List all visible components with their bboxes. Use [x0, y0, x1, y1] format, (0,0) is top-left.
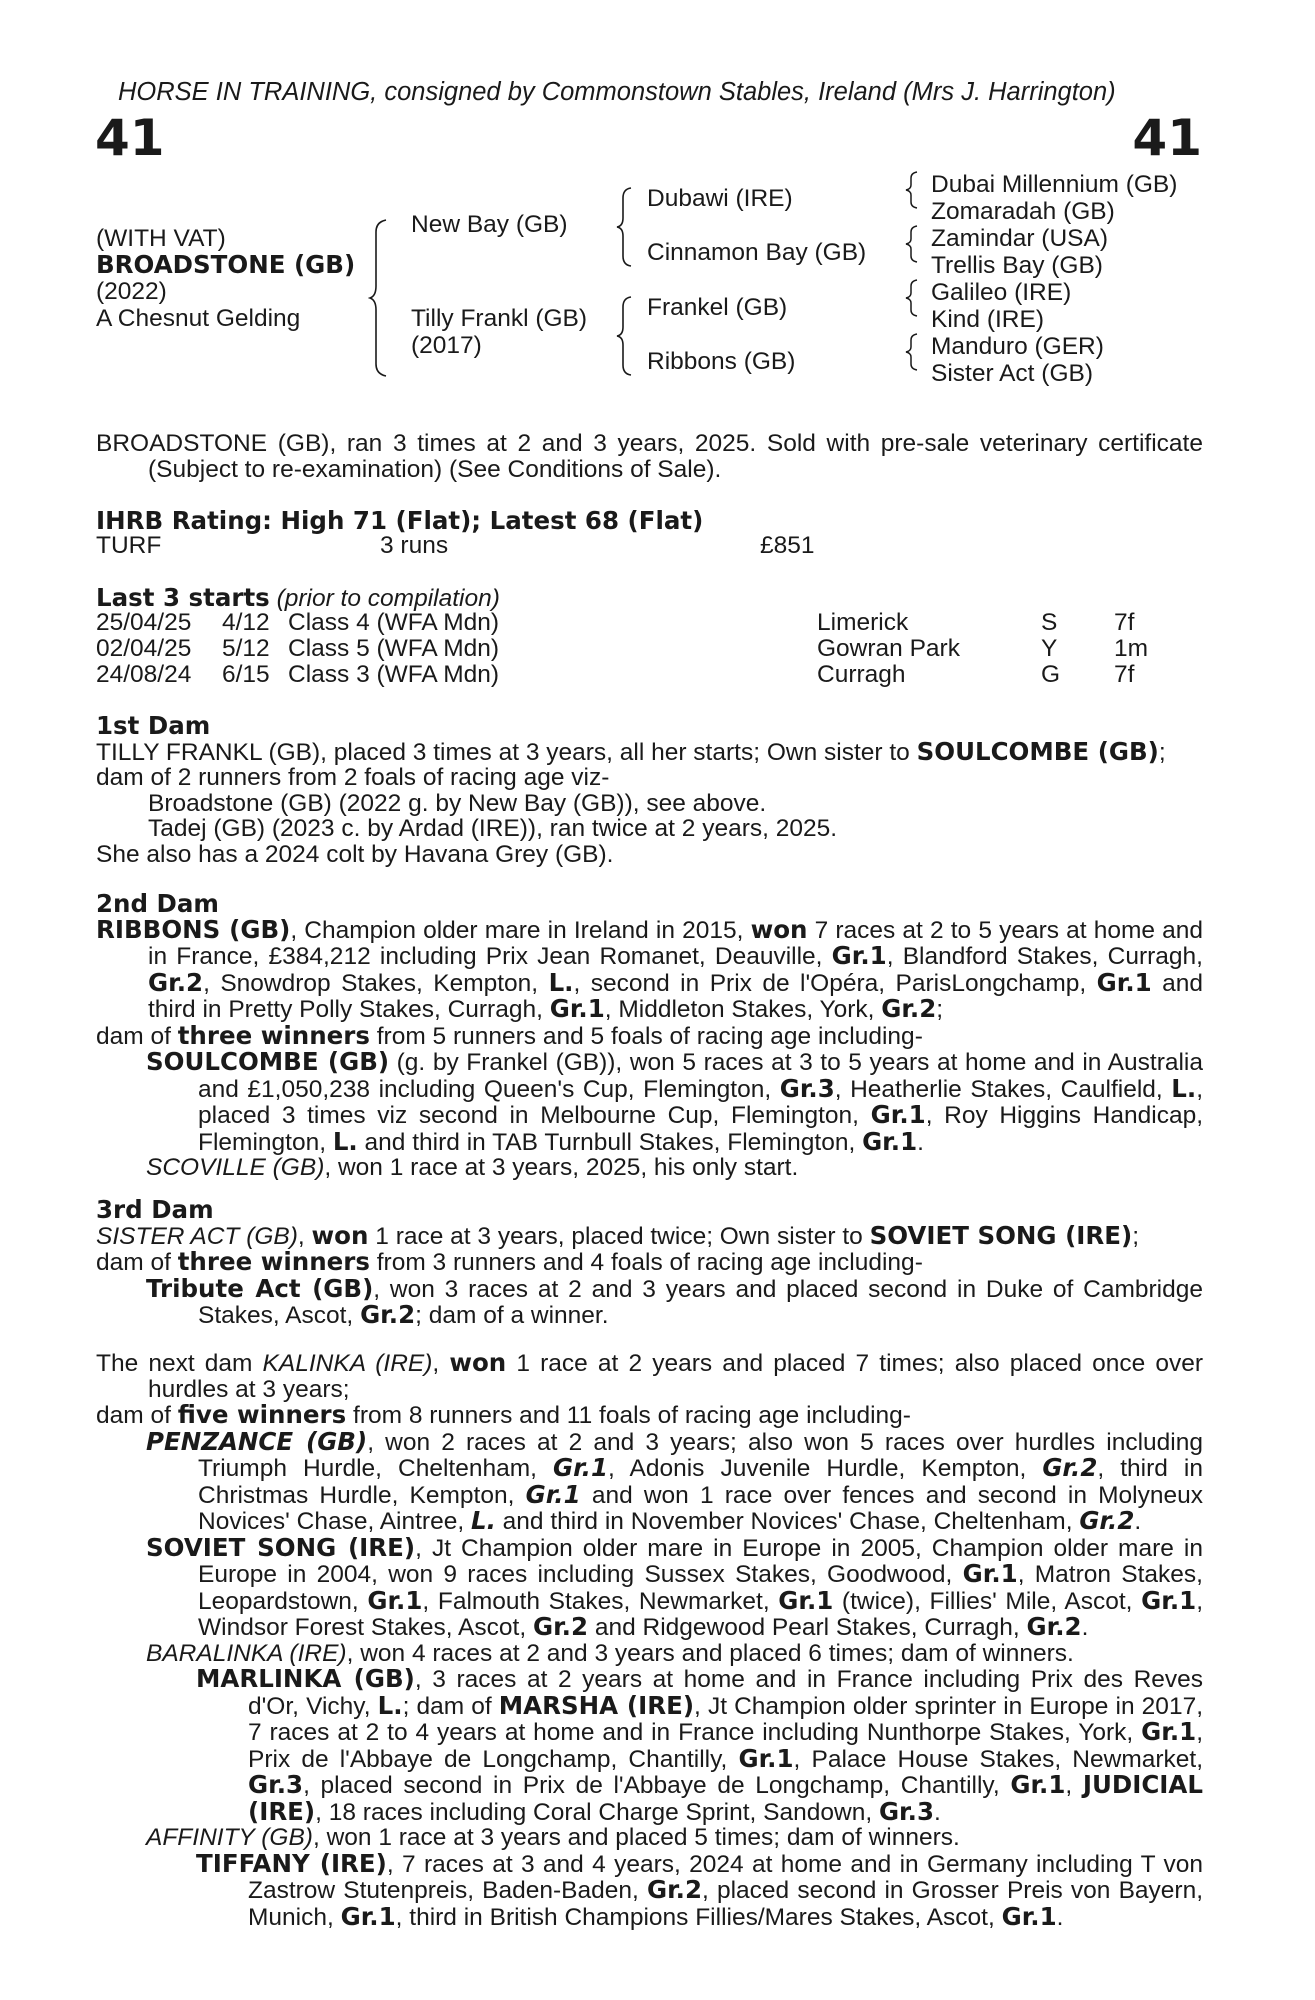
second-dam-produce: dam of three winners from 5 runners and 5 foals of racing age including-	[96, 1020, 923, 1050]
third-dam-produce: dam of three winners from 3 runners and 4 foals of racing age including-	[96, 1247, 923, 1276]
first-dam-text: TILLY FRANKL (GB), placed 3 times at 3 years, all her starts; Own sister to	[96, 738, 917, 766]
start-position: 6/15	[222, 661, 270, 688]
second-dam-title: 2nd Dam	[96, 889, 219, 918]
start-date: 24/08/24	[96, 661, 192, 688]
first-dam-produce-line: dam of 2 runners from 2 foals of racing age viz-	[96, 764, 610, 791]
start-distance: 7f	[1114, 661, 1135, 688]
next-dam-kalinka: The next dam KALINKA (IRE), won 1 race at 2 years and placed 7 times; also placed once over hurdles at 3 years;	[96, 1348, 1203, 1403]
start-race: Class 5 (WFA Mdn)	[288, 635, 500, 662]
pedigree-brace-g78	[904, 332, 920, 372]
summary-text: BROADSTONE (GB), ran 3 times at 2 and 3 years, 2025. Sold with pre-sale veterinary certificate (Subject to re-examination) (See Conditions of Sale).	[96, 430, 1203, 483]
last-starts-heading	[96, 585, 500, 612]
start-going: G	[1041, 661, 1061, 688]
next-dam-affinity: AFFINITY (GB), won 1 race at 3 years and placed 5 times; dam of winners.	[146, 1824, 960, 1851]
start-position: 5/12	[222, 635, 270, 662]
start-course: Gowran Park	[817, 635, 960, 662]
pedigree-brace-g34	[904, 224, 920, 264]
pedigree-sire-sire: Dubawi (IRE)	[647, 185, 793, 212]
lot-number-right: 41	[1132, 109, 1202, 167]
pedigree-brace-main	[368, 218, 390, 378]
pedigree-brace-g12	[904, 170, 920, 210]
lot-number-left: 41	[95, 109, 165, 167]
next-dam-produce: dam of five winners from 8 runners and 11 foals of racing age including-	[96, 1400, 911, 1429]
pedigree-brace-dam	[615, 295, 635, 377]
rating-surface: TURF	[96, 532, 162, 559]
first-dam-title: 1st Dam	[96, 711, 211, 740]
last-starts-note: (prior to compilation)	[276, 585, 500, 612]
first-dam-line	[96, 736, 1203, 766]
vat-note: (WITH VAT)	[96, 225, 226, 252]
pedigree-g1: Dubai Millennium (GB)	[931, 171, 1178, 198]
start-course: Limerick	[817, 609, 909, 636]
next-dam-tiffany: TIFFANY (IRE), 7 races at 3 and 4 years, 2024 at home and in Germany including T von Zastrow Stutenpreis, Baden-Baden, Gr.2, placed second in Grosser Preis von Bayern, Munich, Gr.1, third in British Champions Fillies/Mares Stakes, Ascot, Gr.1.	[196, 1848, 1203, 1931]
rating-earnings: £851	[760, 532, 815, 559]
pedigree-g5: Galileo (IRE)	[931, 279, 1072, 306]
pedigree-dam-dam: Ribbons (GB)	[647, 348, 796, 375]
second-dam-ribbons: RIBBONS (GB), Champion older mare in Ireland in 2015, won 7 races at 2 to 5 years at home and in France, £384,212 including Prix Jean Romanet, Deauville, Gr.1, Blandford Stakes, Curragh, Gr.2, Snowdrop Stakes, Kempton, L., second in Prix de l'Opéra, ParisLongchamp, Gr.1 and third in Pretty Polly Stakes, Curragh, Gr.1, Middleton Stakes, York, Gr.2;	[96, 914, 1204, 1023]
start-race: Class 3 (WFA Mdn)	[288, 661, 500, 688]
pedigree-dam-sire: Frankel (GB)	[647, 294, 788, 321]
pedigree-g8: Sister Act (GB)	[931, 360, 1094, 387]
start-going: Y	[1041, 635, 1058, 662]
rating-runs: 3 runs	[380, 532, 449, 559]
start-race: Class 4 (WFA Mdn)	[288, 609, 500, 636]
second-dam-scoville: SCOVILLE (GB), won 1 race at 3 years, 2025, his only start.	[146, 1154, 799, 1181]
third-dam-sister-act: SISTER ACT (GB), won 1 race at 3 years, placed twice; Own sister to SOVIET SONG (IRE);	[96, 1220, 1139, 1250]
start-going: S	[1041, 609, 1058, 636]
pedigree-dam: Tilly Frankl (GB)	[411, 305, 588, 332]
start-position: 4/12	[222, 609, 270, 636]
pedigree-g4: Trellis Bay (GB)	[931, 252, 1103, 279]
pedigree-brace-g56	[904, 278, 920, 318]
horse-year: (2022)	[96, 278, 167, 305]
first-dam-progeny-2: Tadej (GB) (2023 c. by Ardad (IRE)), ran twice at 2 years, 2025.	[148, 815, 838, 842]
third-dam-tribute-act: Tribute Act (GB), won 3 races at 2 and 3 years and placed second in Duke of Cambridge Stakes, Ascot, Gr.2; dam of a winner.	[146, 1273, 1203, 1329]
pedigree-brace-sire	[615, 186, 635, 268]
start-distance: 7f	[1114, 609, 1135, 636]
start-date: 02/04/25	[96, 635, 192, 662]
consignment-heading: HORSE IN TRAINING, consigned by Commonstown Stables, Ireland (Mrs J. Harrington)	[118, 78, 1116, 106]
next-dam-penzance: PENZANCE (GB), won 2 races at 2 and 3 years; also won 5 races over hurdles including Triumph Hurdle, Cheltenham, Gr.1, Adonis Juvenile Hurdle, Kempton, Gr.2, third in Christmas Hurdle, Kempton, Gr.1 and won 1 race over fences and second in Molyneux Novices' Chase, Aintree, L. and third in November Novices' Chase, Cheltenham, Gr.2.	[146, 1426, 1204, 1535]
first-dam-progeny-1: Broadstone (GB) (2022 g. by New Bay (GB)), see above.	[148, 789, 767, 817]
pedigree-g6: Kind (IRE)	[931, 306, 1045, 333]
horse-description: A Chesnut Gelding	[96, 305, 301, 332]
first-dam-punct: ;	[1158, 738, 1166, 766]
pedigree-g2: Zomaradah (GB)	[931, 198, 1115, 225]
pedigree-sire: New Bay (GB)	[411, 211, 568, 238]
start-course: Curragh	[817, 661, 906, 688]
summary-block	[96, 431, 1203, 482]
pedigree-dam-year: (2017)	[411, 332, 482, 359]
first-dam-sibling: SOULCOMBE (GB)	[916, 736, 1159, 766]
next-dam-baralinka: BARALINKA (IRE), won 4 races at 2 and 3 years and placed 6 times; dam of winners.	[146, 1639, 1074, 1667]
pedigree-g7: Manduro (GER)	[931, 333, 1104, 360]
next-dam-soviet-song: SOVIET SONG (IRE), Jt Champion older mare in Europe in 2005, Champion older mare in Europe in 2004, won 9 races including Sussex Stakes, Goodwood, Gr.1, Matron Stakes, Leopardstown, Gr.1, Falmouth Stakes, Newmarket, Gr.1 (twice), Fillies' Mile, Ascot, Gr.1, Windsor Forest Stakes, Ascot, Gr.2 and Ridgewood Pearl Stakes, Curragh, Gr.2.	[146, 1532, 1203, 1641]
last-starts-title: Last 3 starts	[96, 583, 270, 612]
third-dam-title: 3rd Dam	[96, 1195, 214, 1224]
second-dam-section	[96, 891, 1203, 1181]
third-dam-section	[96, 1197, 1203, 1329]
start-date: 25/04/25	[96, 609, 192, 636]
next-dam-section	[96, 1350, 1203, 1930]
second-dam-soulcombe: SOULCOMBE (GB) (g. by Frankel (GB)), won 5 races at 3 to 5 years at home and in Australia and £1,050,238 including Queen's Cup, Flemington, Gr.3, Heatherlie Stakes, Caulfield, L., placed 3 times viz second in Melbourne Cup, Flemington, Gr.1, Roy Higgins Handicap, Flemington, L. and third in TAB Turnbull Stakes, Flemington, Gr.1.	[146, 1047, 1204, 1156]
horse-name: BROADSTONE (GB)	[96, 250, 356, 279]
pedigree-g3: Zamindar (USA)	[931, 225, 1108, 252]
rating-title: IHRB Rating: High 71 (Flat); Latest 68 (Flat)	[96, 506, 704, 535]
first-dam-section	[96, 713, 1203, 867]
pedigree-sire-dam: Cinnamon Bay (GB)	[647, 239, 867, 266]
next-dam-marlinka: MARLINKA (GB), 3 races at 2 years at home and in France including Prix des Reves d'Or, Vichy, L.; dam of MARSHA (IRE), Jt Champion older sprinter in Europe in 2017, 7 races at 2 to 4 years at home and in France including Nunthorpe Stakes, York, Gr.1, Prix de l'Abbaye de Longchamp, Chantilly, Gr.1, Palace House Stakes, Newmarket, Gr.3, placed second in Prix de l'Abbaye de Longchamp, Chantilly, Gr.1, JUDICIAL (IRE), 18 races including Coral Charge Sprint, Sandown, Gr.3.	[196, 1664, 1204, 1826]
first-dam-also: She also has a 2024 colt by Havana Grey (GB).	[96, 840, 614, 868]
start-distance: 1m	[1114, 635, 1149, 662]
